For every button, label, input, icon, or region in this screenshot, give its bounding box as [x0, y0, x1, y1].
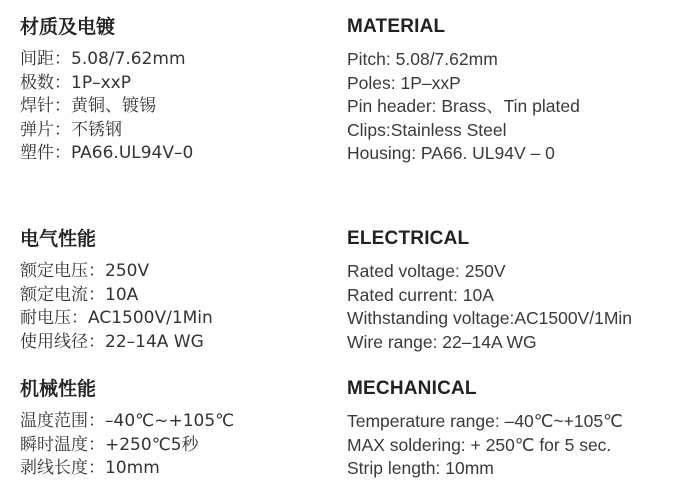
zh-housing-spec: 塑件：PA66.UL94V–0 — [20, 143, 194, 163]
en-housing-spec: Housing: PA66. UL94V – 0 — [347, 143, 555, 163]
zh-pitch-spec: 间距：5.08/7.62mm — [20, 49, 186, 69]
zh-withstand-voltage-spec: 耐电压：AC1500V/1Min — [20, 308, 213, 328]
zh-rated-current-spec: 额定电流：10A — [20, 284, 139, 305]
zh-electrical-list — [20, 260, 213, 354]
zh-pin-spec: 焊针：黄铜、镀锡 — [20, 96, 156, 116]
en-withstand-voltage-spec: Withstanding voltage:AC1500V/1Min — [347, 308, 633, 328]
zh-material-section — [20, 16, 193, 166]
zh-electrical-section — [20, 228, 213, 354]
en-mechanical-section — [347, 378, 623, 481]
en-material-list — [347, 48, 580, 166]
zh-mechanical-section — [20, 378, 234, 481]
en-electrical-list — [347, 260, 632, 354]
en-electrical-heading: ELECTRICAL — [347, 228, 470, 249]
zh-mechanical-list — [20, 410, 234, 481]
en-soldering-spec: MAX soldering: + 250℃ for 5 sec. — [347, 434, 612, 455]
zh-temperature-spec: 温度范围：–40℃~+105℃ — [20, 411, 235, 431]
en-clip-spec: Clips:Stainless Steel — [347, 119, 507, 140]
zh-poles-spec: 极数：1P–xxP — [20, 72, 131, 93]
zh-electrical-heading: 电气性能 — [20, 228, 97, 250]
en-mechanical-heading: MECHANICAL — [347, 378, 477, 399]
zh-material-heading: 材质及电镀 — [20, 16, 116, 38]
en-wire-range-spec: Wire range: 22–14A WG — [347, 331, 537, 352]
zh-mechanical-heading: 机械性能 — [20, 378, 97, 400]
en-rated-voltage-spec: Rated voltage: 250V — [347, 261, 506, 281]
en-mechanical-list — [347, 410, 623, 481]
zh-wire-range-spec: 使用线径：22–14A WG — [20, 331, 204, 352]
en-pitch-spec: Pitch: 5.08/7.62mm — [347, 49, 498, 69]
en-material-heading: MATERIAL — [347, 16, 446, 37]
en-temperature-spec: Temperature range: –40℃~+105℃ — [347, 411, 623, 431]
en-rated-current-spec: Rated current: 10A — [347, 284, 494, 305]
zh-clip-spec: 弹片：不锈钢 — [20, 119, 122, 140]
zh-soldering-spec: 瞬时温度：+250℃5秒 — [20, 434, 199, 455]
en-strip-length-spec: Strip length: 10mm — [347, 458, 494, 478]
en-material-section — [347, 16, 580, 166]
en-pin-spec: Pin header: Brass、Tin plated — [347, 96, 580, 116]
en-poles-spec: Poles: 1P–xxP — [347, 72, 461, 93]
zh-rated-voltage-spec: 额定电压：250V — [20, 261, 150, 281]
zh-strip-length-spec: 剥线长度：10mm — [20, 458, 160, 478]
en-electrical-section — [347, 228, 632, 354]
zh-material-list — [20, 48, 193, 166]
